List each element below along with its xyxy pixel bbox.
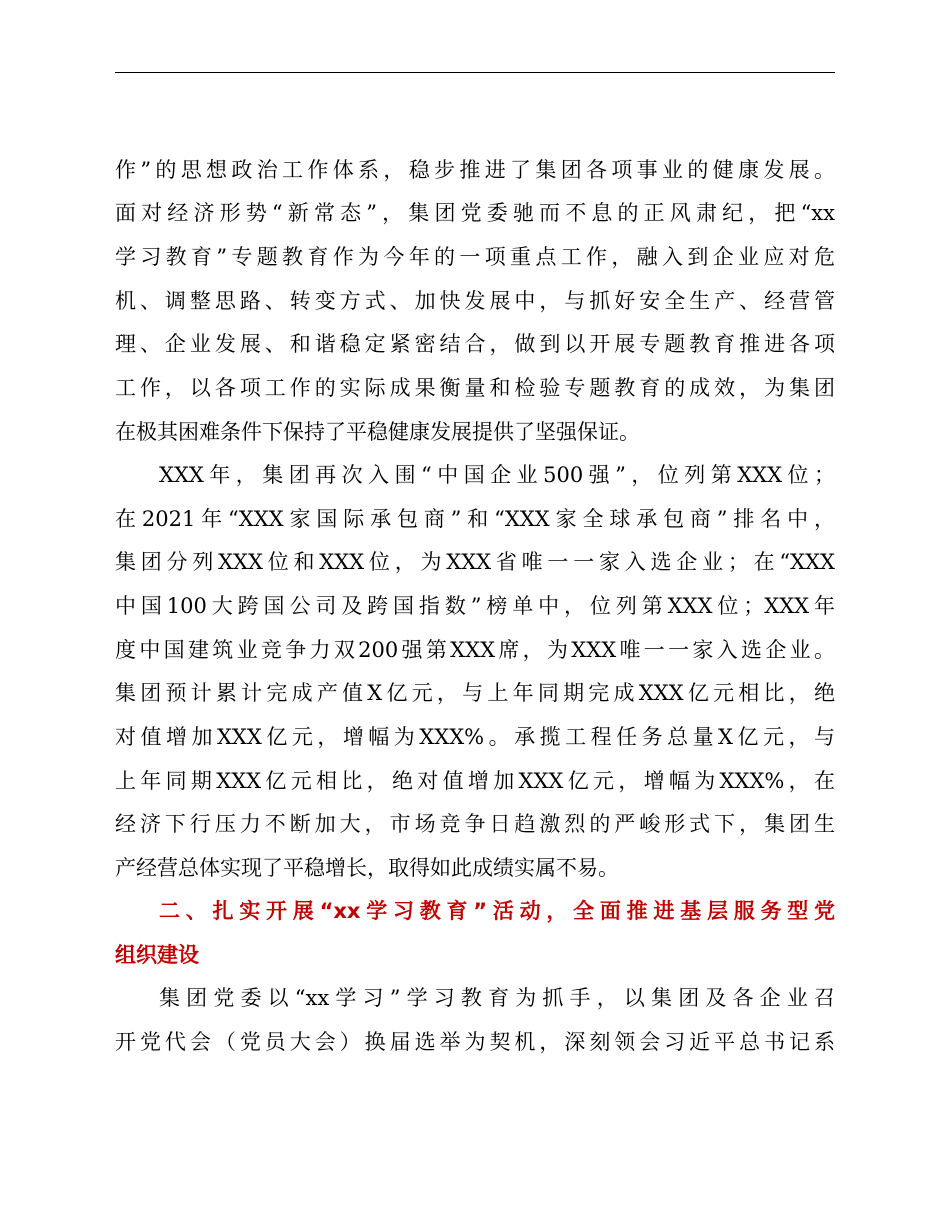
section-heading: 组织建设 [115, 943, 199, 967]
text-line: XXX年，集团再次入围“中国企业500强”，位列第XXX位； [159, 463, 835, 487]
text-line: 集团党委以“xx学习”学习教育为抓手，以集团及各企业召 [159, 986, 835, 1010]
text-line: 经济下行压力不断加大，市场竞争日趋激烈的严峻形式下，集团生 [115, 812, 835, 836]
text-line: 集团分列XXX位和XXX位，为XXX省唯一一家入选企业；在“XXX [115, 550, 835, 574]
text-line: 对值增加XXX亿元，增幅为XXX%。承揽工程任务总量X亿元，与 [115, 725, 835, 749]
text-line: 中国100大跨国公司及跨国指数”榜单中，位列第XXX位；XXX年 [115, 594, 835, 618]
text-line: 开党代会（党员大会）换届选举为契机，深刻领会习近平总书记系 [115, 1030, 835, 1054]
text-line: 理、企业发展、和谐稳定紧密结合，做到以开展专题教育推进各项 [115, 332, 835, 356]
header-rule [115, 72, 835, 73]
text-line: 集团预计累计完成产值X亿元，与上年同期完成XXX亿元相比，绝 [115, 681, 835, 705]
text-line: 上年同期XXX亿元相比，绝对值增加XXX亿元，增幅为XXX%，在 [115, 769, 835, 793]
text-line: 产经营总体实现了平稳增长，取得如此成绩实属不易。 [115, 856, 619, 880]
section-heading: 二、扎实开展“xx学习教育”活动，全面推进基层服务型党 [159, 899, 835, 923]
text-line: 作”的思想政治工作体系，稳步推进了集团各项事业的健康发展。 [115, 158, 835, 182]
text-line: 在2021年“XXX家国际承包商”和“XXX家全球承包商”排名中， [115, 507, 835, 531]
text-line: 机、调整思路、转变方式、加快发展中，与抓好安全生产、经营管 [115, 289, 835, 313]
text-line: 学习教育”专题教育作为今年的一项重点工作，融入到企业应对危 [115, 245, 835, 269]
text-line: 工作，以各项工作的实际成果衡量和检验专题教育的成效，为集团 [115, 376, 835, 400]
text-line: 在极其困难条件下保持了平稳健康发展提供了坚强保证。 [115, 420, 640, 444]
text-line: 度中国建筑业竞争力双200强第XXX席，为XXX唯一一家入选企业。 [115, 638, 835, 662]
text-line: 面对经济形势“新常态”，集团党委驰而不息的正风肃纪，把“xx [115, 201, 835, 225]
